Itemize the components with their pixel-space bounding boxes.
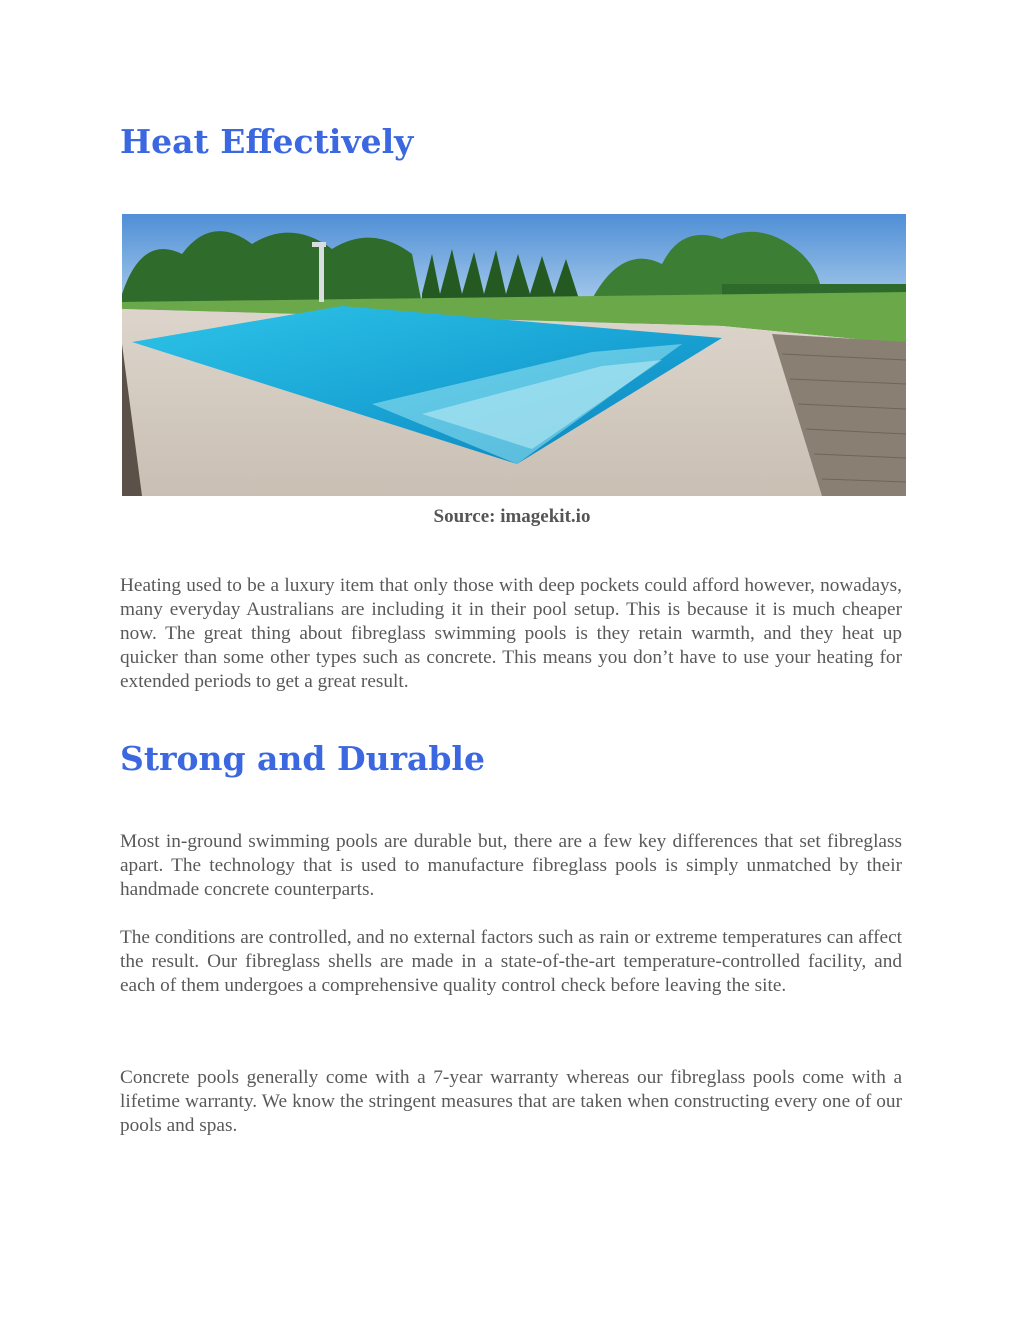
heading-heat-effectively: Heat Effectively: [120, 122, 414, 161]
paragraph-heating: Heating used to be a luxury item that only those with deep pockets could afford however, nowadays, many everyday Australians are including it in their pool setup. This is because it is much cheaper now. The great thing about fibreglass swimming pools is they retain warmth, and they heat up quicker than some other types such as concrete. This means you don’t have to use your heating for extended periods to get a great result.: [120, 575, 902, 692]
heading-strong-and-durable: Strong and Durable: [120, 739, 485, 778]
pool-photo: [122, 214, 906, 496]
paragraph-conditions: The conditions are controlled, and no external factors such as rain or extreme temperatures can affect the result. Our fibreglass shells are made in a state-of-the-art temperature-controlled facility, and each of them undergoes a comprehensive quality control check before leaving the site.: [120, 927, 902, 996]
paragraph-warranty: Concrete pools generally come with a 7-year warranty whereas our fibreglass pools come with a lifetime warranty. We know the stringent measures that are taken when constructing every one of our pools and spas.: [120, 1067, 902, 1136]
paragraph-durable: Most in-ground swimming pools are durable but, there are a few key differences that set fibreglass apart. The technology that is used to manufacture fibreglass pools is simply unmatched by their handmade concrete counterparts.: [120, 831, 902, 900]
pool-photo-icon: [122, 214, 906, 496]
image-caption: Source: imagekit.io: [433, 506, 591, 527]
